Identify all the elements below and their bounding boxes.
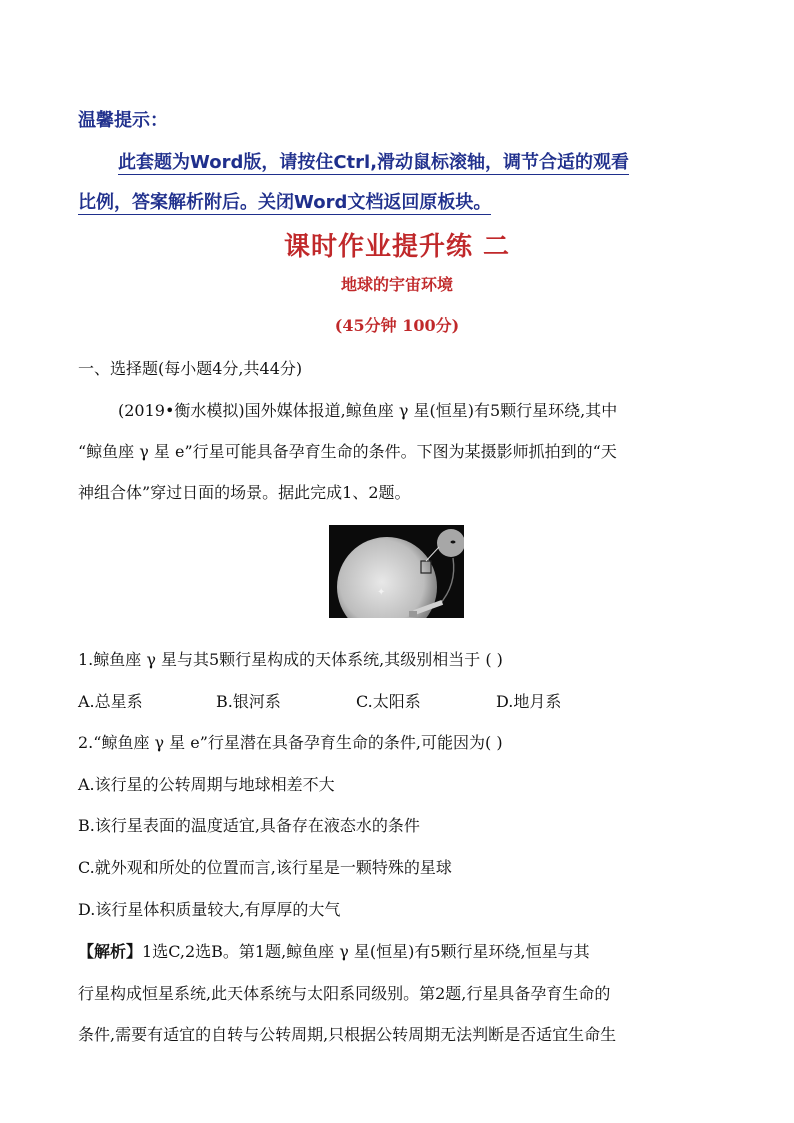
tip-line-1 [118, 148, 629, 174]
q2-option-c: C.就外观和所处的位置而言,该行星是一颗特殊的星球 [78, 858, 452, 877]
analysis-line-1 [78, 939, 590, 962]
q1-option-c: C.太阳系 [356, 692, 421, 711]
q2-option-a: A.该行星的公转周期与地球相差不大 [78, 775, 335, 794]
sun-transit-photo [329, 525, 464, 618]
intro-line-3: 神组合体”穿过日面的场景。据此完成1、2题。 [78, 483, 411, 502]
q2-option-b: B.该行星表面的温度适宜,具备存在液态水的条件 [78, 816, 420, 835]
q1-option-b: B.银河系 [216, 692, 281, 711]
time-score: (45分钟 100分) [334, 316, 460, 335]
analysis-line-3: 条件,需要有适宜的自转与公转周期,只根据公转周期无法判断是否适宜生命生 [78, 1025, 617, 1044]
analysis-line-1-text: 1选C,2选B。第1题,鲸鱼座 γ 星(恒星)有5颗行星环绕,恒星与其 [142, 942, 590, 961]
tip-line-1-text: 此套题为Word版，请按住Ctrl,滑动鼠标滚轴，调节合适的观看 [118, 152, 630, 173]
svg-text:✦: ✦ [377, 587, 386, 598]
tip-heading: 温馨提示： [78, 110, 168, 131]
analysis-line-2: 行星构成恒星系统,此天体系统与太阳系同级别。第2题,行星具备孕育生命的 [78, 984, 611, 1003]
intro-line-2: “鲸鱼座 γ 星 e”行星可能具备孕育生命的条件。下图为某摄影师抓拍到的“天 [78, 442, 617, 461]
sun-transit-image [329, 525, 464, 618]
page-subtitle: 地球的宇宙环境 [340, 275, 453, 294]
q1-option-a: A.总星系 [78, 692, 143, 711]
tip-line-2 [78, 188, 491, 214]
q1-option-d: D.地月系 [496, 692, 562, 711]
question-2-stem: 2.“鲸鱼座 γ 星 e”行星潜在具备孕育生命的条件,可能因为( ) [78, 733, 503, 752]
tip-line-2-text: 比例，答案解析附后。关闭Word文档返回原板块。 [78, 192, 492, 213]
q2-option-d: D.该行星体积质量较大,有厚厚的大气 [78, 900, 341, 919]
question-1-stem: 1.鲸鱼座 γ 星与其5颗行星构成的天体系统,其级别相当于 ( ) [78, 650, 503, 669]
intro-line-1: (2019•衡水模拟)国外媒体报道,鲸鱼座 γ 星(恒星)有5颗行星环绕,其中 [118, 401, 618, 420]
analysis-tag: 【解析】 [78, 942, 143, 961]
page-title: 课时作业提升练 二 [283, 232, 511, 262]
section-heading: 一、选择题(每小题4分,共44分) [78, 359, 303, 378]
